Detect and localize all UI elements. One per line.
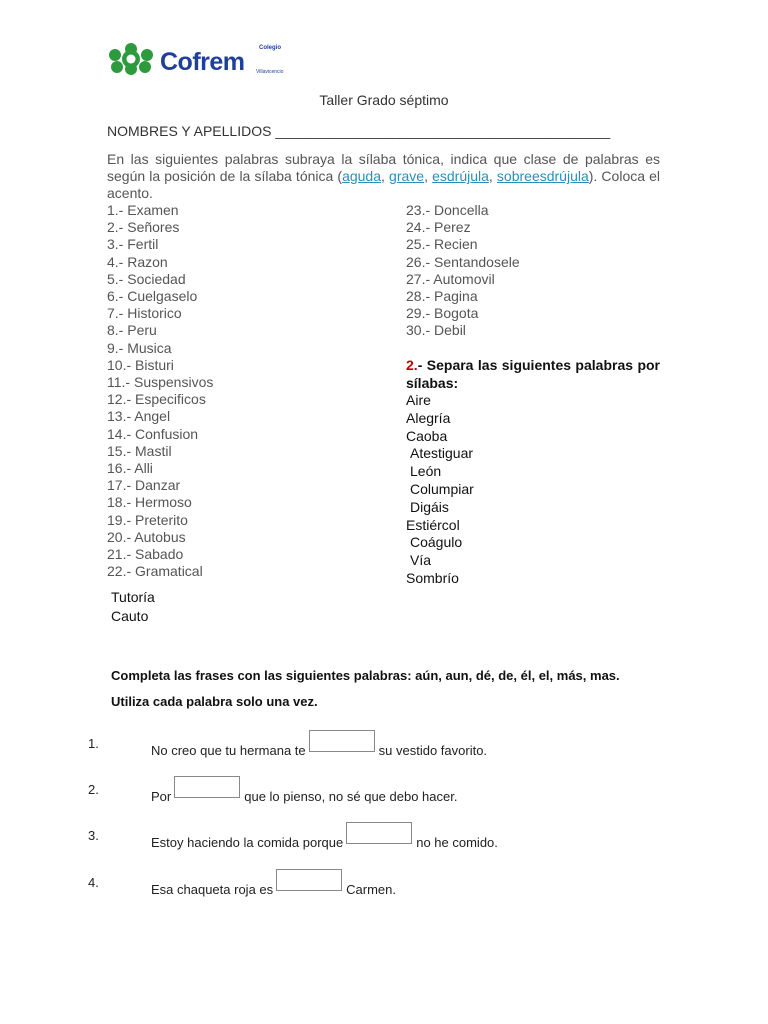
sentence-number: 4. — [88, 875, 99, 890]
list-item: 20.- Autobus — [107, 528, 186, 545]
list-item: Sombrío — [406, 569, 459, 586]
school-logo — [106, 42, 284, 76]
list-item: 9.- Musica — [107, 339, 172, 356]
extra-word-list — [111, 588, 155, 626]
list-item: Caoba — [406, 427, 448, 444]
list-item: 16.- Alli — [107, 460, 153, 477]
sentence-after: no he comido. — [416, 835, 498, 850]
intro-text-before: En las siguientes palabras subraya la sílaba tónica, indica que clase de palabras es según la posición de la sílaba tónica ( — [107, 151, 660, 184]
list-item: Vía — [410, 552, 432, 569]
list-item: Estiércol — [406, 516, 460, 533]
answer-box[interactable] — [276, 869, 342, 891]
sentence-text — [151, 875, 396, 897]
answer-box[interactable] — [346, 822, 412, 844]
sentence-row — [0, 779, 768, 804]
section-2-heading — [406, 356, 660, 392]
list-item: 10.- Bisturi — [107, 356, 174, 373]
sentence-after: su vestido favorito. — [378, 743, 488, 758]
sentence-text — [151, 736, 487, 758]
list-item: 28.- Pagina — [406, 288, 478, 305]
list-item: Digáis — [410, 498, 449, 515]
list-item: 6.- Cuelgaselo — [107, 288, 198, 305]
list-item: 23.- Doncella — [406, 202, 489, 218]
answer-box[interactable] — [309, 730, 375, 752]
list-item: 1.- Examen — [107, 202, 179, 218]
link-sobreesdrujula[interactable]: sobreesdrújula — [496, 168, 589, 184]
link-grave[interactable]: grave — [389, 168, 425, 184]
list-item: 7.- Historico — [107, 305, 182, 322]
sentence-before: Por — [151, 789, 172, 804]
list-item: 25.- Recien — [406, 236, 478, 253]
list-item: Tutoría — [111, 589, 155, 605]
sentence-after: que lo pienso, no sé que debo hacer. — [244, 789, 458, 804]
logo-bottom-text: Villavicencio — [256, 69, 284, 75]
list-item: 13.- Angel — [107, 408, 171, 425]
sentence-text — [151, 828, 498, 850]
list-item: 14.- Confusion — [107, 425, 199, 442]
sentence-number: 3. — [88, 828, 99, 843]
list-item: Alegría — [406, 409, 451, 426]
list-item: 5.- Sociedad — [107, 270, 186, 287]
list-item: Columpiar — [410, 480, 474, 497]
list-item: 12.- Especificos — [107, 391, 206, 408]
sentence-before: No creo que tu hermana te — [151, 743, 306, 758]
word-list-column-2 — [406, 202, 520, 340]
sentence-number: 2. — [88, 782, 99, 797]
section-2-text: - Separa las siguientes palabras por sílabas: — [406, 357, 660, 391]
list-item: 3.- Fertil — [107, 236, 159, 253]
list-item: Aire — [406, 392, 431, 408]
sentence-after: Carmen. — [346, 882, 396, 897]
list-item: Atestiguar — [410, 445, 474, 462]
word-list-column-1 — [107, 202, 213, 580]
list-item: León — [410, 463, 442, 480]
intro-text-after: ). Coloca el acento. — [107, 168, 661, 201]
list-item: 21.- Sabado — [107, 546, 184, 563]
list-item: Cauto — [111, 608, 149, 624]
list-item: 17.- Danzar — [107, 477, 181, 494]
separator: , — [488, 168, 497, 184]
list-item: 27.- Automovil — [406, 270, 495, 287]
section-2-number: 2. — [406, 357, 418, 373]
list-item: 2.- Señores — [107, 219, 180, 236]
logo-top-text: Colegio — [259, 45, 281, 51]
link-esdrujula[interactable]: esdrújula — [432, 168, 489, 184]
list-item: 29.- Bogota — [406, 305, 479, 322]
syllable-word-list — [406, 392, 474, 588]
sentence-text — [151, 782, 457, 804]
link-aguda[interactable]: aguda — [342, 168, 382, 184]
list-item: 26.- Sentandosele — [406, 253, 520, 270]
list-item: 15.- Mastil — [107, 442, 172, 459]
flower-icon — [106, 42, 156, 76]
worksheet-title: Taller Grado séptimo — [319, 92, 449, 108]
separator: , — [424, 168, 433, 184]
fill-instructions: Completa las frases con las siguientes palabras: aún, aun, dé, de, él, el, más, mas. Utiliza cada palabra solo una vez. — [111, 668, 620, 709]
sentence-before: Esa chaqueta roja es — [151, 882, 274, 897]
list-item: 19.- Preterito — [107, 511, 188, 528]
list-item: 4.- Razon — [107, 253, 168, 270]
list-item: Coágulo — [410, 534, 463, 551]
separator: , — [381, 168, 390, 184]
sentence-number: 1. — [88, 736, 99, 751]
list-item: 24.- Perez — [406, 219, 471, 236]
intro-paragraph — [107, 151, 660, 202]
list-item: 11.- Suspensivos — [107, 374, 214, 391]
list-item: 22.- Gramatical — [107, 563, 203, 580]
sentence-row — [0, 733, 768, 758]
sentence-row — [0, 872, 768, 897]
sentence-before: Estoy haciendo la comida porque — [151, 835, 344, 850]
list-item: 30.- Debil — [406, 322, 466, 339]
list-item: 8.- Peru — [107, 322, 157, 339]
list-item: 18.- Hermoso — [107, 494, 192, 511]
answer-box[interactable] — [174, 776, 240, 798]
logo-name: Cofrem — [160, 48, 245, 76]
names-line: NOMBRES Y APELLIDOS ___________________________________________ — [107, 123, 611, 139]
sentence-row — [0, 825, 768, 850]
